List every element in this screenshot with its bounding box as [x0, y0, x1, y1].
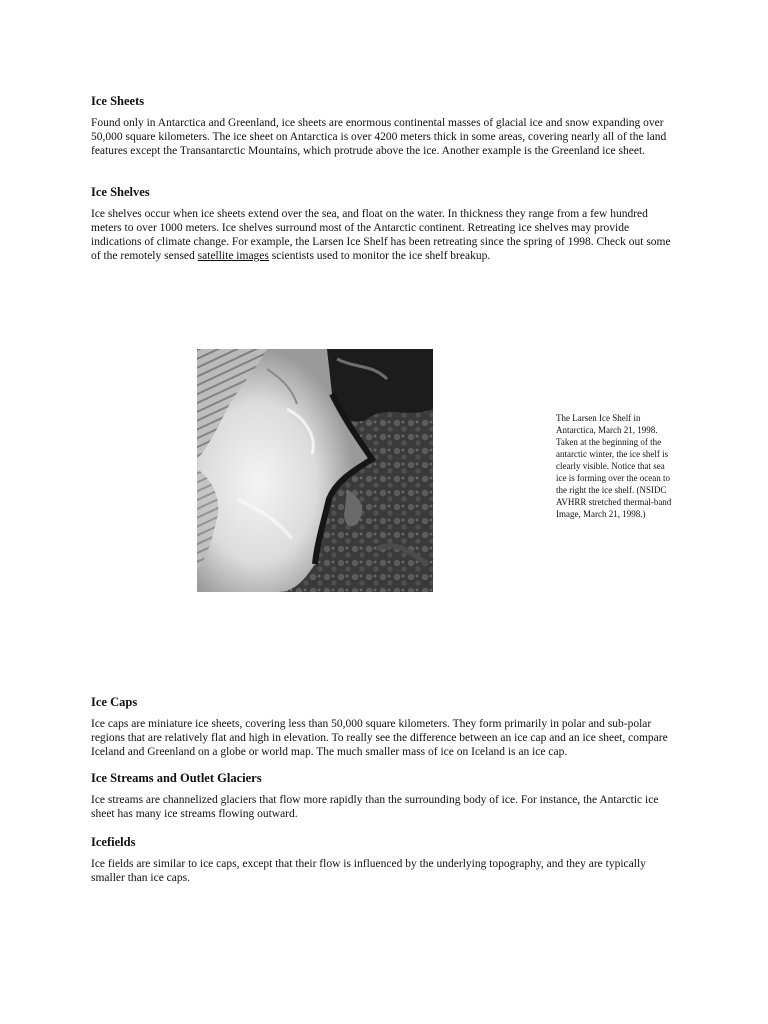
satellite-images-link[interactable]: satellite images	[197, 250, 269, 262]
heading-ice-caps: Ice Caps	[91, 695, 138, 709]
heading-ice-shelves: Ice Shelves	[91, 185, 150, 199]
figure-caption: The Larsen Ice Shelf in Antarctica, March 21, 1998. Taken at the beginning of the antarctic winter, the ice shelf is clearly visible. Notice that sea ice is forming over the ocean to the right the ice shelf. (NSIDC AVHRR stretched thermal-band Image, March 21, 1998.)	[556, 413, 672, 519]
heading-ice-sheets: Ice Sheets	[91, 94, 145, 108]
section-ice-caps	[91, 695, 681, 759]
satellite-image-graphic	[197, 349, 433, 592]
paragraph-ice-streams: Ice streams are channelized glaciers that flow more rapidly than the surrounding body of ice. For instance, the Antarctic ice sheet has many ice streams flowing outward.	[91, 794, 659, 820]
paragraph-ice-shelves	[91, 207, 681, 263]
larsen-ice-shelf-satellite-image	[197, 349, 433, 592]
section-ice-streams	[91, 771, 681, 821]
paragraph-ice-shelves-text-2: scientists used to monitor the ice shelf breakup.	[268, 250, 491, 262]
heading-icefields: Icefields	[91, 835, 136, 849]
heading-ice-streams: Ice Streams and Outlet Glaciers	[91, 771, 262, 785]
paragraph-icefields: Ice fields are similar to ice caps, except that their flow is influenced by the underlying topography, and they are typically smaller than ice caps.	[91, 858, 646, 884]
paragraph-ice-caps: Ice caps are miniature ice sheets, covering less than 50,000 square kilometers. They form primarily in polar and sub-polar regions that are relatively flat and high in elevation. To really see the difference between an ice cap and an ice sheet, compare Iceland and Greenland on a globe or world map. The much smaller mass of ice on Iceland is an ice cap.	[91, 718, 668, 758]
paragraph-ice-sheets: Found only in Antarctica and Greenland, ice sheets are enormous continental masses of glacial ice and snow expanding over 50,000 square kilometers. The ice sheet on Antarctica is over 4200 meters thick in some areas, covering nearly all of the land features except the Transantarctic Mountains, which protrude above the ice. Another example is the Greenland ice sheet.	[91, 117, 667, 157]
section-ice-sheets	[91, 94, 681, 158]
section-ice-shelves	[91, 185, 681, 263]
section-icefields	[91, 835, 681, 885]
paragraph-ice-shelves-text-1: Ice shelves occur when ice sheets extend over the sea, and float on the water. In thickness they range from a few hundred meters to over 1000 meters. Ice shelves surround most of the Antarctic continent. Retreating ice shelves may provide indications of climate change. For example, the Larsen Ice Shelf has been retreating since the spring of 1998. Check out some of the remotely sensed	[91, 208, 671, 262]
